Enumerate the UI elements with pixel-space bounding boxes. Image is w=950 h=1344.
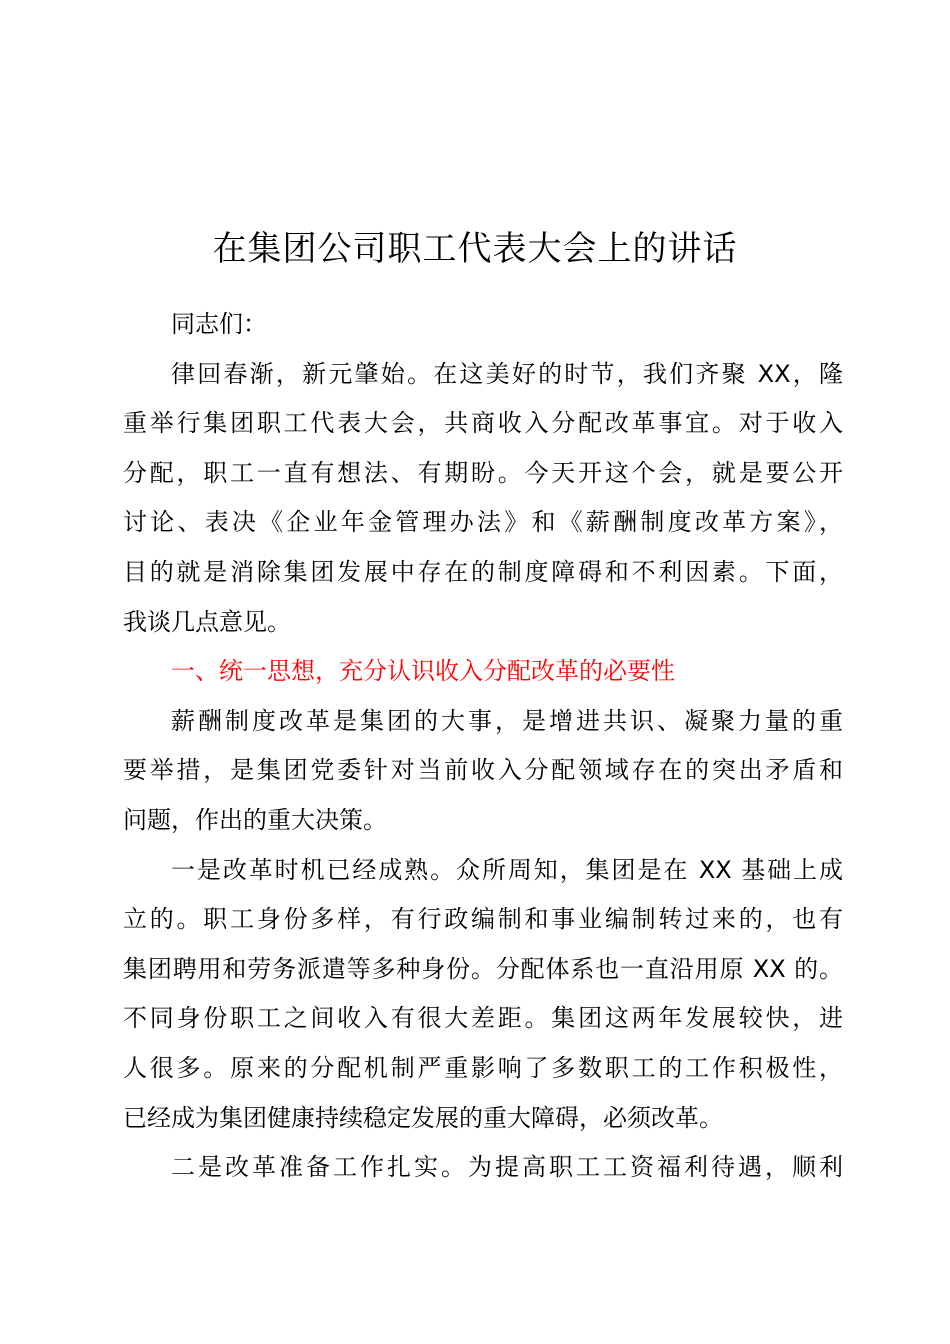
text-line: 集团聘用和劳务派遣等多种身份。分配体系也一直沿用原 XX 的。 <box>123 954 843 983</box>
paragraph-section-intro <box>123 697 843 846</box>
text-line: 薪酬制度改革是集团的大事，是增进共识、凝聚力量的重 <box>171 706 843 735</box>
paragraph-opening <box>123 350 843 648</box>
text-line: 问题，作出的重大决策。 <box>123 805 387 834</box>
text-line: 人很多。原来的分配机制严重影响了多数职工的工作积极性， <box>123 1053 843 1082</box>
text-line: 目的就是消除集团发展中存在的制度障碍和不利因素。下面， <box>123 557 843 586</box>
text-line: 不同身份职工之间收入有很大差距。集团这两年发展较快，进 <box>123 1004 843 1033</box>
text-line: 重举行集团职工代表大会，共商收入分配改革事宜。对于收入 <box>123 409 843 438</box>
text-line: 已经成为集团健康持续稳定发展的重大障碍，必须改革。 <box>123 1103 723 1132</box>
text-line: 要举措，是集团党委针对当前收入分配领域存在的突出矛盾和 <box>123 756 843 785</box>
text-line: 一是改革时机已经成熟。众所周知，集团是在 XX 基础上成 <box>171 855 843 884</box>
text-line: 立的。职工身份多样，有行政编制和事业编制转过来的，也有 <box>123 905 843 934</box>
paragraph-point-one <box>123 846 843 1144</box>
document-body <box>123 300 843 1193</box>
text-line: 分配，职工一直有想法、有期盼。今天开这个会，就是要公开 <box>123 458 843 487</box>
text-line: 二是改革准备工作扎实。为提高职工工资福利待遇，顺利 <box>171 1153 843 1182</box>
text-line: 讨论、表决《企业年金管理办法》和《薪酬制度改革方案》， <box>123 508 843 537</box>
paragraph-point-two <box>123 1143 843 1193</box>
text-line: 我谈几点意见。 <box>123 607 291 636</box>
document-title: 在集团公司职工代表大会上的讲话 <box>212 229 738 269</box>
text-line: 律回春渐，新元肇始。在这美好的时节，我们齐聚 XX，隆 <box>171 359 843 388</box>
salutation: 同志们： <box>171 310 267 338</box>
section-heading: 一、统一思想，充分认识收入分配改革的必要性 <box>171 657 675 686</box>
